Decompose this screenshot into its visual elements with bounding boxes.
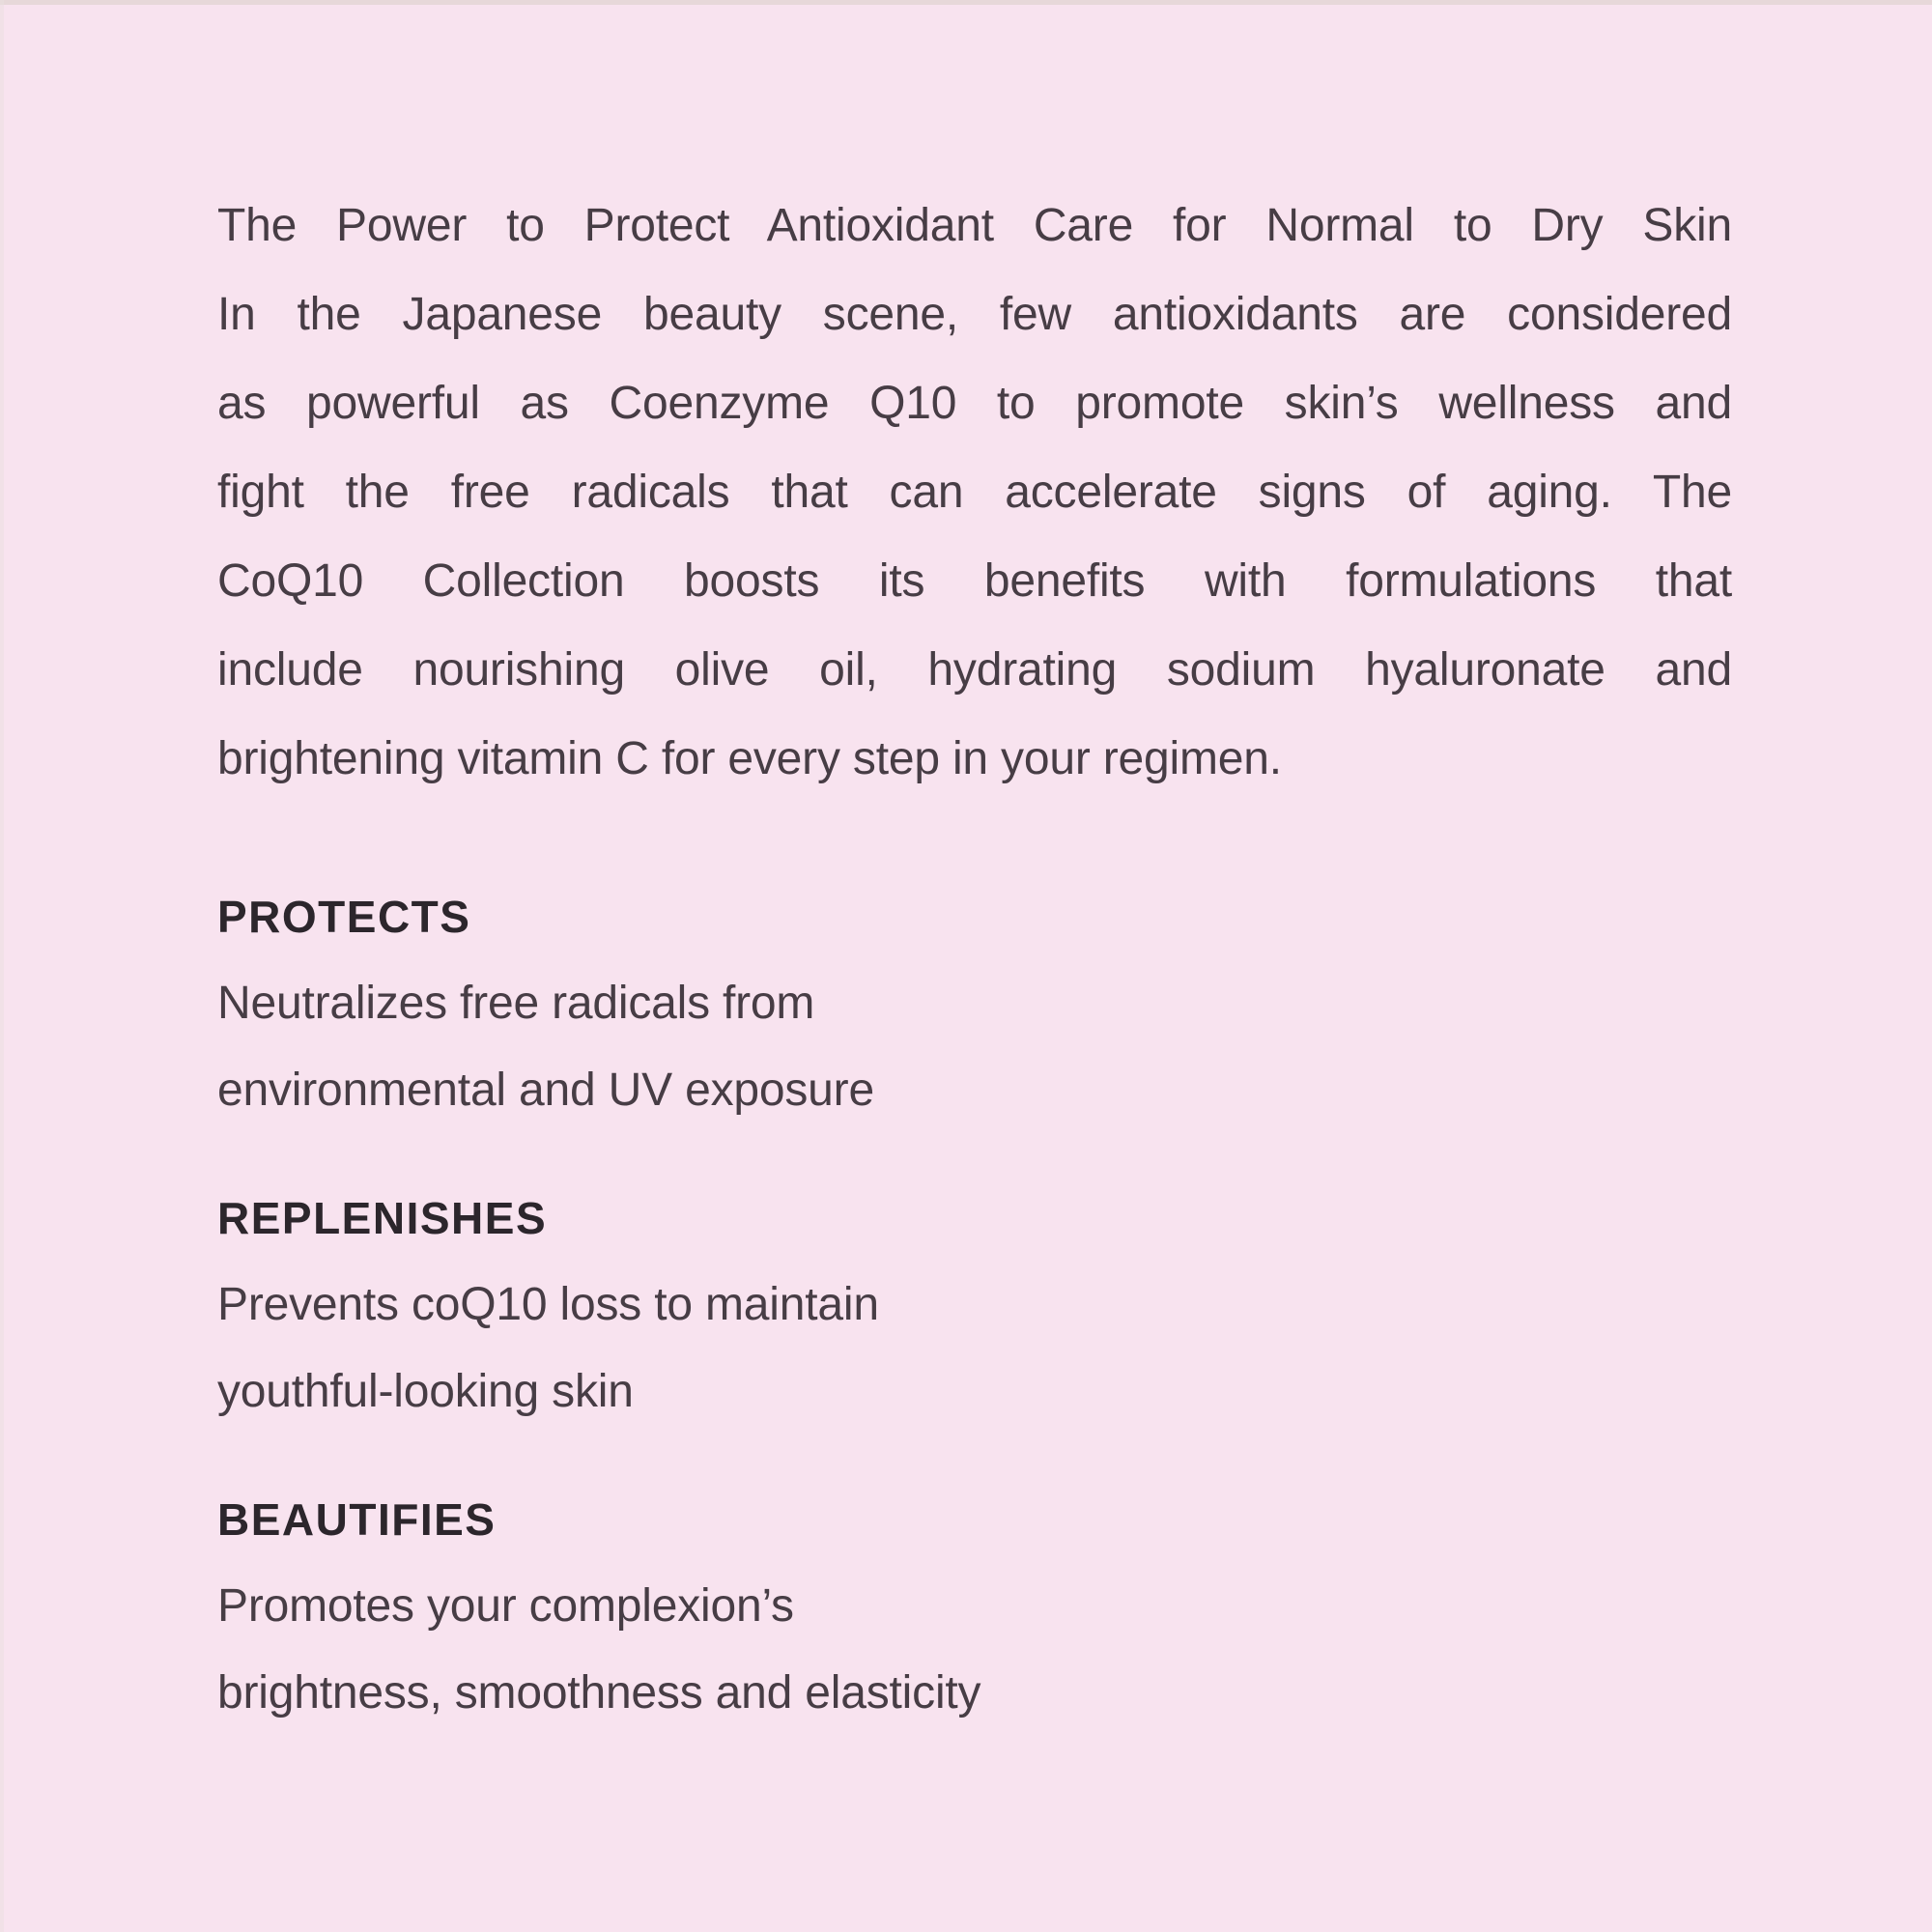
benefit-heading-protects: PROTECTS (217, 892, 471, 942)
intro-line-7: brightening vitamin C for every step in your regimen. (217, 733, 1282, 784)
intro-line-1: The Power to Protect Antioxidant Care for Normal to Dry Skin (217, 200, 1732, 251)
benefit-beautifies-line-2: brightness, smoothness and elasticity (217, 1667, 981, 1719)
benefit-replenishes-line-1: Prevents coQ10 loss to maintain (217, 1279, 879, 1330)
left-edge-artifact (0, 0, 4, 1932)
benefit-beautifies-line-1: Promotes your complexion’s (217, 1580, 794, 1632)
intro-line-2: In the Japanese beauty scene, few antioxidants are considered (217, 289, 1732, 340)
benefit-protects-line-2: environmental and UV exposure (217, 1065, 874, 1116)
intro-line-5: CoQ10 Collection boosts its benefits with formulations that (217, 555, 1732, 607)
intro-line-4: fight the free radicals that can accelerate signs of aging. The (217, 467, 1732, 518)
benefit-section-replenishes (217, 1175, 1732, 1435)
benefit-protects-line-1: Neutralizes free radicals from (217, 978, 815, 1029)
benefit-section-beautifies (217, 1476, 1732, 1737)
benefit-heading-replenishes: REPLENISHES (217, 1193, 548, 1243)
intro-line-6: include nourishing olive oil, hydrating sodium hyaluronate and (217, 644, 1732, 696)
benefit-heading-beautifies: BEAUTIFIES (217, 1494, 497, 1545)
top-edge-artifact (0, 0, 1932, 5)
benefit-section-protects (217, 873, 1732, 1134)
intro-line-3: as powerful as Coenzyme Q10 to promote skin’s wellness and (217, 378, 1732, 429)
benefit-replenishes-line-2: youthful-looking skin (217, 1366, 634, 1417)
intro-paragraph (217, 182, 1732, 804)
